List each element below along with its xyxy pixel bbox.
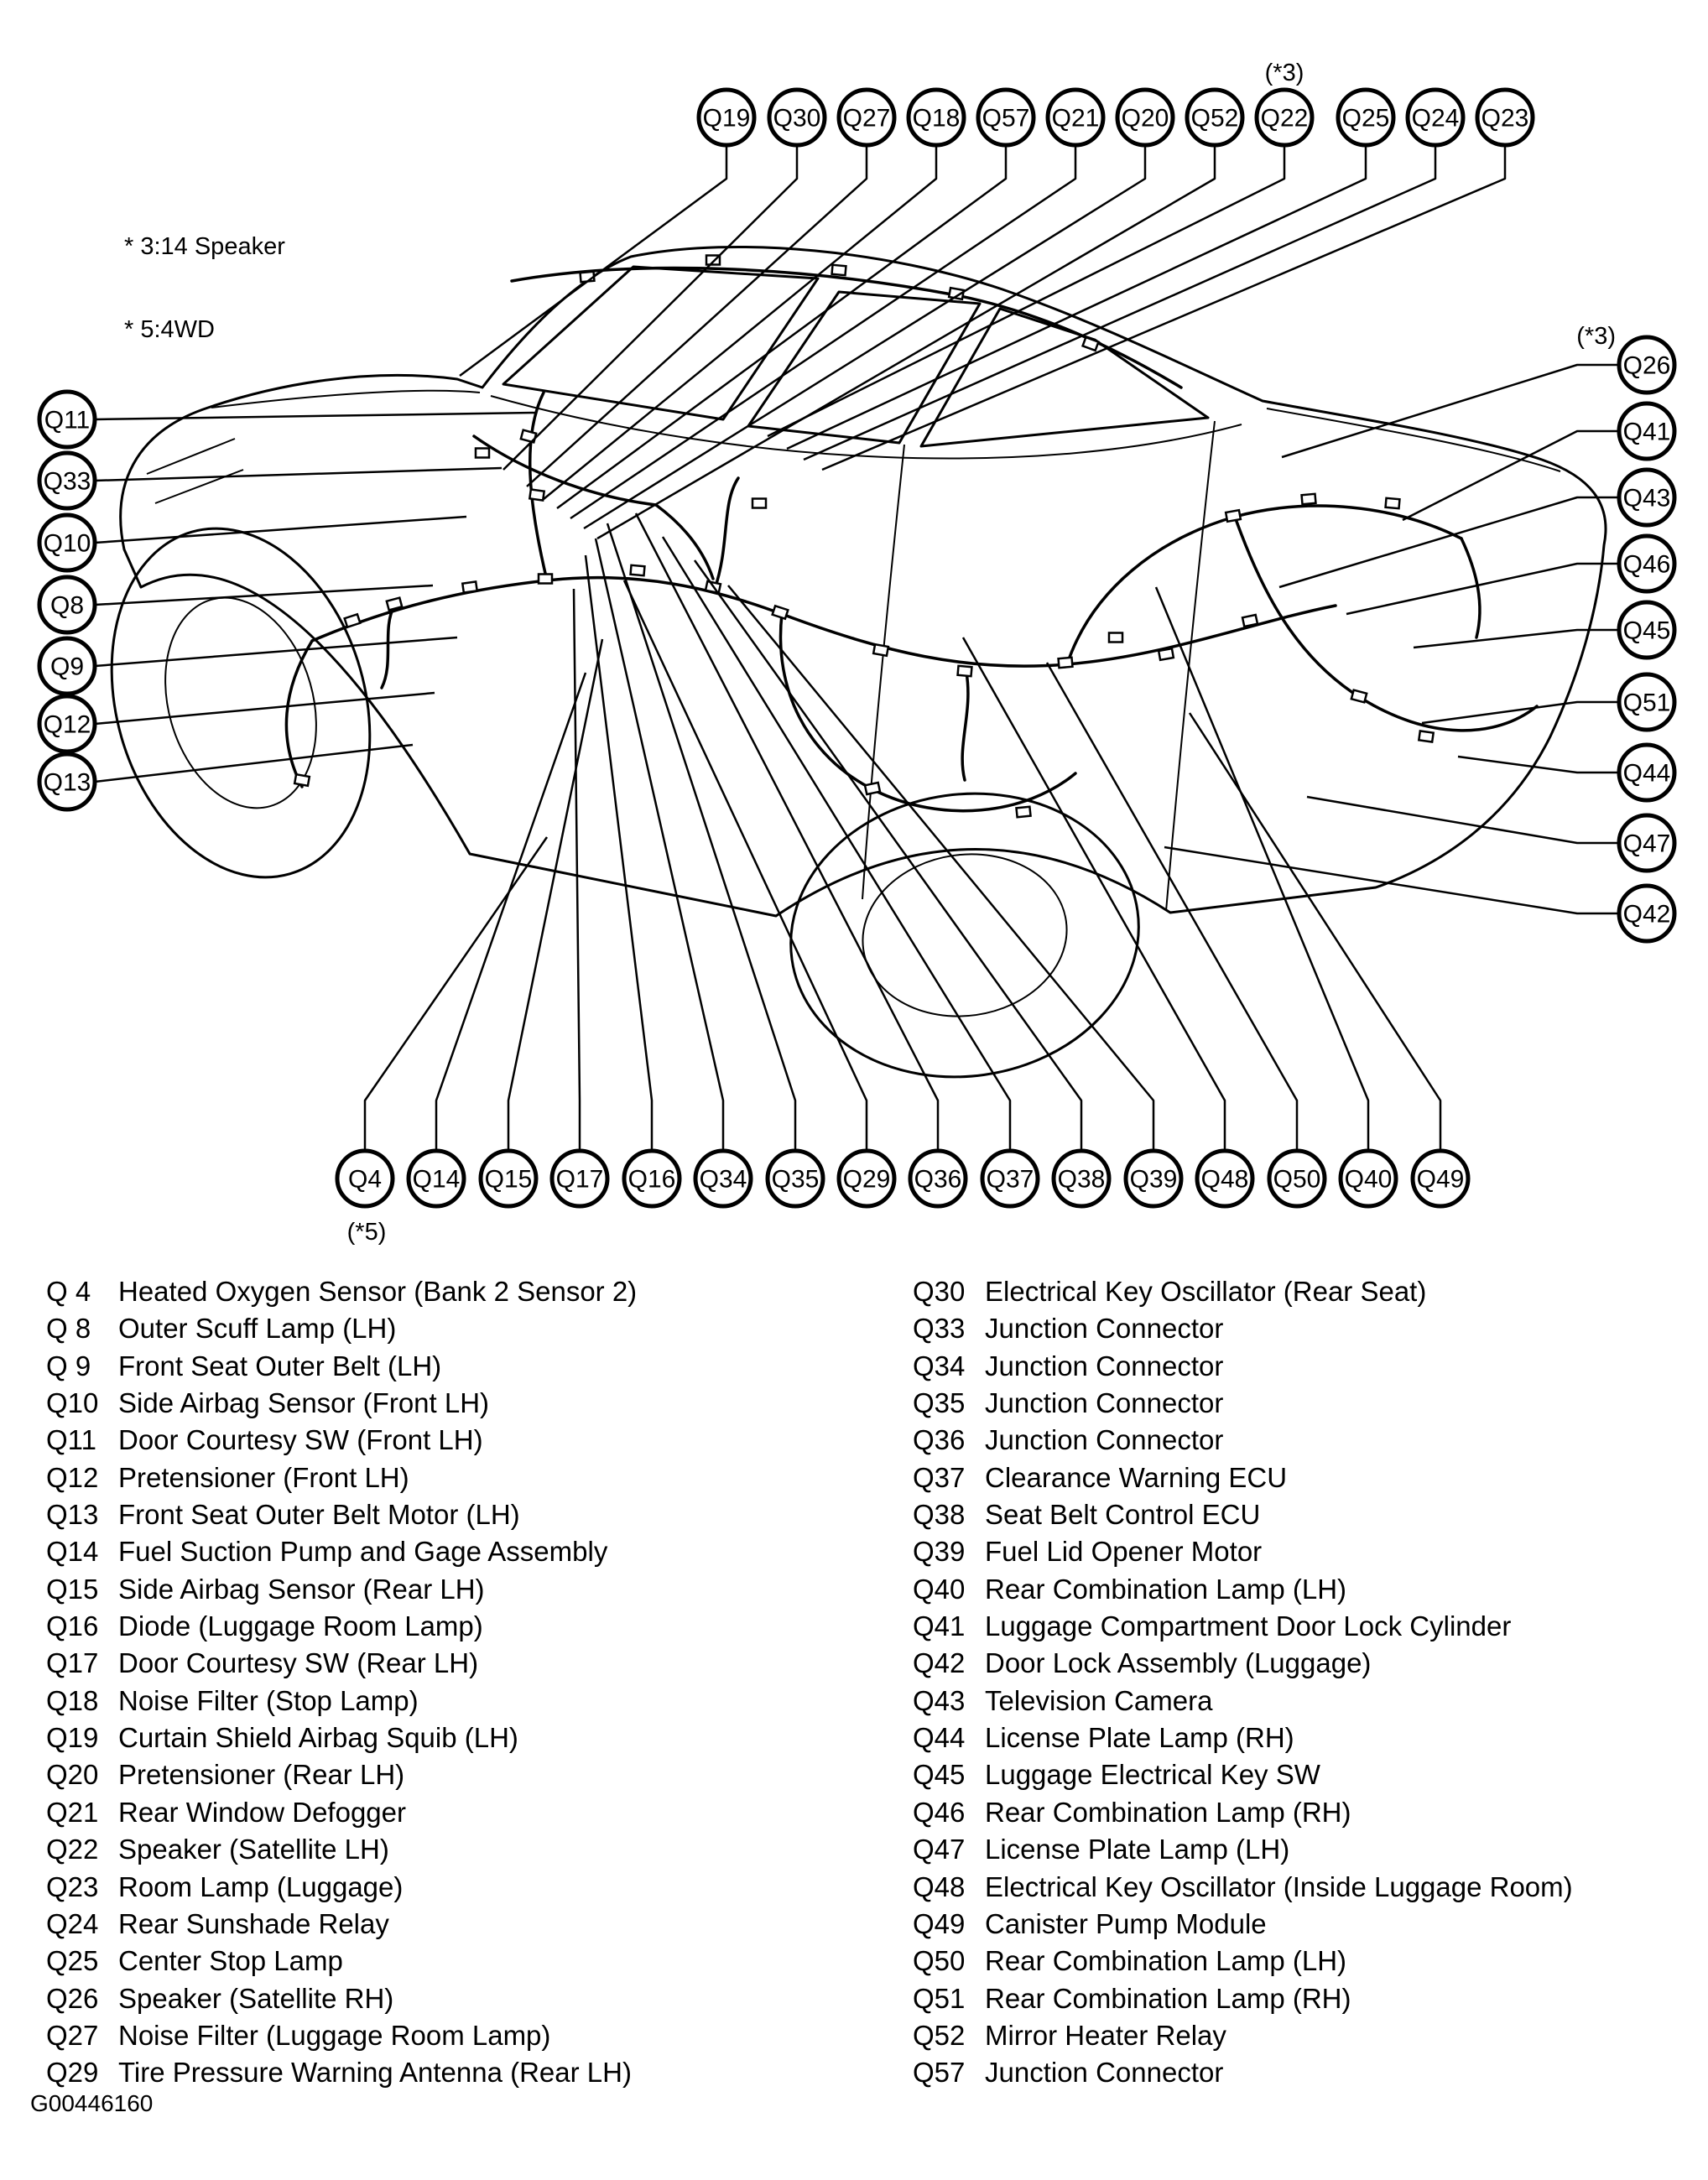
legend-entry-id: Q36 [913, 1424, 966, 1456]
callout-Q26 [1619, 337, 1674, 393]
callout-Q24 [1408, 90, 1463, 145]
legend-entry-desc: Rear Combination Lamp (RH) [985, 1982, 1351, 2014]
legend-entry [46, 1422, 868, 1459]
legend-entry [46, 1459, 868, 1496]
legend-entry-desc: Electrical Key Oscillator (Rear Seat) [985, 1276, 1427, 1307]
legend-entry-desc: Junction Connector [985, 1350, 1224, 1381]
legend-entry-desc: Outer Scuff Lamp (LH) [118, 1313, 397, 1345]
footnote-line-1: * 3:14 Speaker [124, 233, 285, 260]
callout-label: Q13 [43, 768, 91, 797]
legend-entry-desc: Door Courtesy SW (Rear LH) [118, 1647, 479, 1679]
legend-entry-desc: Rear Combination Lamp (LH) [985, 1573, 1347, 1605]
legend-entry-desc: Fuel Lid Opener Motor [985, 1536, 1263, 1568]
callout-Q20 [1117, 90, 1173, 145]
leader-line [508, 639, 602, 1151]
legend-entry-desc: Pretensioner (Rear LH) [118, 1759, 405, 1791]
windshield [503, 267, 818, 419]
legend-entry-id: Q29 [46, 2057, 99, 2089]
leader-line [95, 637, 457, 666]
wiring-harness [286, 256, 1537, 818]
legend-entry-id: Q27 [46, 2019, 99, 2051]
leader-line [804, 145, 1435, 460]
legend-entry [913, 1310, 1685, 1347]
legend-entry-id: Q23 [46, 1870, 99, 1902]
footnote-marker-right: (*3) [1576, 323, 1616, 350]
front-door-window [748, 292, 980, 443]
legend-entry [46, 1980, 868, 2017]
legend-entry-desc: Speaker (Satellite RH) [118, 1982, 394, 2014]
callout-Q37 [982, 1151, 1038, 1206]
callout-Q48 [1197, 1151, 1252, 1206]
legend-entry-id: Q40 [913, 1573, 966, 1605]
footnote-marker-bottom: (*5) [346, 1219, 387, 1246]
legend-entry [46, 1683, 868, 1720]
harness-connectors [294, 256, 1434, 818]
callout-label: Q33 [43, 467, 91, 496]
legend-entry-desc: Junction Connector [985, 2057, 1224, 2089]
callout-Q46 [1619, 536, 1674, 591]
connector [1242, 615, 1258, 627]
legend-column-right [913, 1273, 1685, 2092]
leader-line [1403, 431, 1619, 520]
footnote-marker-top: (*3) [1264, 60, 1304, 86]
legend-entry-desc: Junction Connector [985, 1387, 1224, 1419]
legend-entry-id: Q13 [46, 1499, 99, 1531]
legend-entry [913, 1756, 1685, 1793]
callout-Q13 [39, 754, 95, 809]
legend-entry-desc: Mirror Heater Relay [985, 2019, 1226, 2051]
callout-label: Q45 [1622, 617, 1671, 645]
leader-line [570, 145, 1075, 518]
callout-label: Q15 [484, 1165, 533, 1194]
rear-wheel [773, 772, 1158, 1100]
leader-lines [95, 145, 1619, 1151]
callout-Q33 [39, 453, 95, 508]
legend-entry-desc: Luggage Electrical Key SW [985, 1759, 1320, 1791]
connector [631, 565, 645, 575]
legend-entry [913, 1533, 1685, 1570]
legend-entry-desc: Heated Oxygen Sensor (Bank 2 Sensor 2) [118, 1276, 638, 1307]
callout-label: Q23 [1481, 104, 1529, 133]
callout-Q23 [1477, 90, 1533, 145]
callout-Q36 [910, 1151, 966, 1206]
leader-line [95, 517, 466, 543]
legend-entry-desc: Door Courtesy SW (Front LH) [118, 1424, 483, 1456]
legend-entry [913, 1943, 1685, 1980]
legend-entry [913, 1422, 1685, 1459]
legend-entry-id: Q52 [913, 2019, 966, 2051]
legend-entry-id: Q 8 [46, 1313, 91, 1345]
callout-Q39 [1126, 1151, 1181, 1206]
connector [294, 774, 310, 786]
callout-Q18 [909, 90, 964, 145]
callout-Q27 [839, 90, 894, 145]
leader-line [624, 580, 867, 1151]
callout-label: Q17 [555, 1165, 604, 1194]
connector [1059, 658, 1073, 668]
leader-line [365, 837, 547, 1151]
legend-entry [46, 1385, 868, 1422]
legend-entry-id: Q 4 [46, 1276, 91, 1307]
legend-entry-id: Q37 [913, 1461, 966, 1493]
leader-line [728, 585, 1153, 1151]
connector [1386, 498, 1400, 508]
legend-entry-id: Q51 [913, 1982, 966, 2014]
legend-entry-desc: Luggage Compartment Door Lock Cylinder [985, 1610, 1512, 1642]
callout-label: Q40 [1344, 1165, 1393, 1194]
legend-entry-desc: Diode (Luggage Room Lamp) [118, 1610, 483, 1642]
callout-label: Q18 [912, 104, 961, 133]
connector [865, 783, 880, 794]
leader-line [1346, 564, 1619, 614]
legend-entry [913, 1831, 1685, 1868]
legend-entry [46, 1831, 868, 1868]
legend-entry-id: Q34 [913, 1350, 966, 1381]
callout-label: Q41 [1622, 418, 1671, 446]
callout-Q16 [624, 1151, 680, 1206]
callout-label: Q29 [842, 1165, 891, 1194]
legend-entry-desc: Front Seat Outer Belt (LH) [118, 1350, 442, 1381]
legend-entry [913, 1720, 1685, 1756]
connector [773, 606, 789, 618]
footnote-line-2: * 5:4WD [124, 316, 215, 343]
legend-entry-desc: Noise Filter (Stop Lamp) [118, 1684, 419, 1716]
legend-entry [46, 2017, 868, 2054]
legend-entry [46, 1943, 868, 1980]
leader-line [1047, 663, 1297, 1151]
legend-entry-id: Q15 [46, 1573, 99, 1605]
connector [539, 575, 552, 584]
callout-Q17 [552, 1151, 607, 1206]
legend-entry-id: Q25 [46, 1945, 99, 1977]
connector [958, 666, 972, 676]
legend-entry [913, 1496, 1685, 1533]
callout-Q45 [1619, 602, 1674, 658]
legend-entry-desc: Junction Connector [985, 1313, 1224, 1345]
legend-entry [46, 2054, 868, 2091]
leader-line [436, 673, 586, 1151]
legend-entry-id: Q43 [913, 1684, 966, 1716]
legend-entry-desc: Canister Pump Module [985, 1907, 1267, 1939]
legend-entry-desc: Rear Combination Lamp (LH) [985, 1945, 1347, 1977]
legend-entry [46, 1533, 868, 1570]
legend-entry [46, 1794, 868, 1831]
legend-entry-desc: Clearance Warning ECU [985, 1461, 1288, 1493]
connector [1159, 648, 1174, 660]
connector [1351, 690, 1367, 703]
legend-entry-desc: Rear Window Defogger [118, 1796, 406, 1828]
legend-entry-id: Q20 [46, 1759, 99, 1791]
leader-line [557, 145, 1006, 508]
legend-entry-id: Q38 [913, 1499, 966, 1531]
connector [1419, 731, 1433, 741]
callout-label: Q38 [1057, 1165, 1106, 1194]
legend-entry [46, 1645, 868, 1682]
callout-label: Q35 [771, 1165, 820, 1194]
legend-entry-id: Q47 [913, 1834, 966, 1865]
callout-Q43 [1619, 470, 1674, 525]
leader-line [607, 523, 795, 1151]
leader-line [1307, 797, 1619, 843]
leader-line [95, 413, 537, 419]
connector [1016, 807, 1030, 818]
legend-entry-desc: License Plate Lamp (RH) [985, 1722, 1294, 1754]
figure-code: G00446160 [30, 2090, 154, 2116]
callout-label: Q11 [44, 406, 91, 434]
callout-Q4 [337, 1151, 393, 1206]
callout-label: Q50 [1273, 1165, 1321, 1194]
connector [873, 644, 888, 656]
callout-label: Q25 [1341, 104, 1390, 133]
legend-entry [913, 1906, 1685, 1943]
legend-entry [46, 1273, 868, 1310]
legend-entry-id: Q44 [913, 1722, 966, 1754]
legend-entry-id: Q16 [46, 1610, 99, 1642]
legend-entry-id: Q50 [913, 1945, 966, 1977]
leader-line [95, 585, 433, 605]
legend-entry-id: Q41 [913, 1610, 966, 1642]
legend-entry-desc: Electrical Key Oscillator (Inside Luggage Room) [985, 1870, 1573, 1902]
legend-entry-desc: License Plate Lamp (LH) [985, 1834, 1290, 1865]
callout-label: Q24 [1411, 104, 1460, 133]
legend-entry-desc: Junction Connector [985, 1424, 1224, 1456]
legend-entry-desc: Center Stop Lamp [118, 1945, 343, 1977]
callout-label: Q43 [1622, 484, 1671, 512]
callout-Q35 [768, 1151, 823, 1206]
legend-entry [913, 1348, 1685, 1385]
leader-line [574, 589, 580, 1151]
callout-Q44 [1619, 745, 1674, 800]
car-body-outline [72, 247, 1606, 1099]
callout-Q47 [1619, 815, 1674, 871]
callout-label: Q4 [347, 1165, 383, 1194]
legend-entry-id: Q21 [46, 1796, 99, 1828]
callout-Q15 [481, 1151, 536, 1206]
legend-entry-desc: Rear Combination Lamp (RH) [985, 1796, 1351, 1828]
legend-entry [913, 1869, 1685, 1906]
leader-line [584, 145, 1145, 528]
legend-entry-id: Q12 [46, 1461, 99, 1493]
callout-Q57 [978, 90, 1034, 145]
legend-entry-desc: Side Airbag Sensor (Front LH) [118, 1387, 490, 1419]
connector [832, 265, 846, 275]
leader-line [768, 145, 1284, 436]
callout-label: Q27 [842, 104, 891, 133]
legend-entry-desc: Fuel Suction Pump and Gage Assembly [118, 1536, 608, 1568]
legend-entry [46, 1496, 868, 1533]
legend-entry-desc: Room Lamp (Luggage) [118, 1870, 404, 1902]
legend-entry [913, 1608, 1685, 1645]
callout-Q34 [695, 1151, 751, 1206]
leader-line [1422, 702, 1619, 723]
legend-entry-desc: Television Camera [985, 1684, 1213, 1716]
connector [476, 449, 489, 458]
leader-line [596, 538, 723, 1151]
callout-Q25 [1338, 90, 1393, 145]
legend-entry-id: Q10 [46, 1387, 99, 1419]
legend-entry-id: Q26 [46, 1982, 99, 2014]
legend-entry [46, 1906, 868, 1943]
callout-Q12 [39, 696, 95, 752]
legend-entry [913, 1980, 1685, 2017]
connector [1226, 510, 1241, 522]
legend-entry-id: Q48 [913, 1870, 966, 1902]
legend-entry-desc: Noise Filter (Luggage Room Lamp) [118, 2019, 551, 2051]
legend-entry-desc: Door Lock Assembly (Luggage) [985, 1647, 1372, 1679]
callout-Q14 [409, 1151, 464, 1206]
callout-Q41 [1619, 403, 1674, 459]
callout-Q40 [1341, 1151, 1396, 1206]
callout-label: Q44 [1622, 759, 1671, 788]
legend-entry [46, 1571, 868, 1608]
legend-entry [913, 1794, 1685, 1831]
callout-Q42 [1619, 886, 1674, 941]
legend-entry-id: Q14 [46, 1536, 99, 1568]
callout-Q52 [1187, 90, 1242, 145]
callout-label: Q39 [1129, 1165, 1178, 1194]
legend-entry [46, 1348, 868, 1385]
legend-entry [46, 1869, 868, 1906]
leader-line [1190, 713, 1440, 1151]
callout-label: Q37 [986, 1165, 1034, 1194]
callout-label: Q51 [1622, 689, 1671, 717]
legend-entry-desc: Side Airbag Sensor (Rear LH) [118, 1573, 485, 1605]
legend-entry-id: Q 9 [46, 1350, 91, 1381]
connector [752, 499, 766, 508]
callout-label: Q49 [1416, 1165, 1465, 1194]
legend-entry-id: Q39 [913, 1536, 966, 1568]
legend-entry-desc: Rear Sunshade Relay [118, 1907, 389, 1939]
callout-Q19 [699, 90, 754, 145]
callout-label: Q42 [1622, 900, 1671, 929]
callout-label: Q34 [699, 1165, 747, 1194]
callout-Q51 [1619, 674, 1674, 730]
callout-Q9 [39, 638, 95, 694]
legend-entry [913, 2017, 1685, 2054]
legend-entry [913, 2054, 1685, 2091]
connector [1109, 633, 1122, 643]
callout-Q38 [1054, 1151, 1109, 1206]
callout-Q11 [39, 392, 95, 447]
callout-label: Q9 [49, 653, 85, 681]
callout-label: Q10 [43, 529, 91, 558]
callout-Q29 [839, 1151, 894, 1206]
legend-entry-desc: Pretensioner (Front LH) [118, 1461, 409, 1493]
legend-entry-id: Q45 [913, 1759, 966, 1791]
legend-entry [913, 1459, 1685, 1496]
legend-entry [46, 1756, 868, 1793]
connector [529, 489, 544, 500]
legend-entry-id: Q49 [913, 1907, 966, 1939]
legend-entry-id: Q30 [913, 1276, 966, 1307]
callout-label: Q14 [412, 1165, 461, 1194]
legend-entry-id: Q19 [46, 1722, 99, 1754]
leader-line [663, 537, 1010, 1151]
callout-label: Q46 [1622, 550, 1671, 579]
legend-entry-id: Q57 [913, 2057, 966, 2089]
legend-entry-desc: Front Seat Outer Belt Motor (LH) [118, 1499, 520, 1531]
legend-column-left [46, 1273, 868, 2092]
callout-label: Q20 [1121, 104, 1169, 133]
legend-entry [913, 1645, 1685, 1682]
callout-label: Q36 [914, 1165, 962, 1194]
callout-label: Q47 [1622, 830, 1671, 858]
connector [1302, 494, 1316, 504]
legend-entry-desc: Curtain Shield Airbag Squib (LH) [118, 1722, 518, 1754]
callout-Q8 [39, 577, 95, 632]
legend-entry-id: Q17 [46, 1647, 99, 1679]
connector [462, 581, 476, 592]
legend-entry-desc: Speaker (Satellite LH) [118, 1834, 389, 1865]
callout-label: Q30 [773, 104, 821, 133]
legend-entry [46, 1720, 868, 1756]
legend-entry-desc: Seat Belt Control ECU [985, 1499, 1261, 1531]
legend-entry-id: Q24 [46, 1907, 99, 1939]
legend-entry-id: Q42 [913, 1647, 966, 1679]
leader-line [963, 637, 1225, 1151]
legend-entry [913, 1683, 1685, 1720]
callout-Q49 [1413, 1151, 1468, 1206]
callout-label: Q26 [1622, 351, 1671, 380]
callout-label: Q21 [1051, 104, 1100, 133]
legend-entry-id: Q35 [913, 1387, 966, 1419]
callout-Q50 [1269, 1151, 1325, 1206]
callout-label: Q57 [982, 104, 1030, 133]
callout-label: Q16 [627, 1165, 676, 1194]
callout-label: Q12 [43, 710, 91, 739]
callout-label: Q48 [1200, 1165, 1249, 1194]
legend-entry [913, 1273, 1685, 1310]
legend-entry [913, 1385, 1685, 1422]
callout-label: Q22 [1260, 104, 1309, 133]
callout-label: Q8 [49, 591, 85, 620]
callout-Q21 [1048, 90, 1103, 145]
callout-Q22 [1257, 90, 1312, 145]
legend-entry-id: Q11 [46, 1424, 96, 1456]
connector [345, 614, 361, 627]
legend-entry-id: Q18 [46, 1684, 99, 1716]
legend-entry-desc: Tire Pressure Warning Antenna (Rear LH) [118, 2057, 632, 2089]
front-wheel [72, 497, 409, 908]
callout-Q30 [769, 90, 825, 145]
callout-Q10 [39, 515, 95, 570]
footnotes [124, 178, 285, 399]
legend-entry-id: Q22 [46, 1834, 99, 1865]
legend-entry [913, 1571, 1685, 1608]
callout-label: Q19 [702, 104, 751, 133]
legend-entry [46, 1608, 868, 1645]
legend-entry-id: Q46 [913, 1796, 966, 1828]
connector [387, 598, 402, 611]
legend-entry-id: Q33 [913, 1313, 966, 1345]
leader-line [1279, 497, 1619, 587]
callout-label: Q52 [1190, 104, 1239, 133]
legend-entry [46, 1310, 868, 1347]
